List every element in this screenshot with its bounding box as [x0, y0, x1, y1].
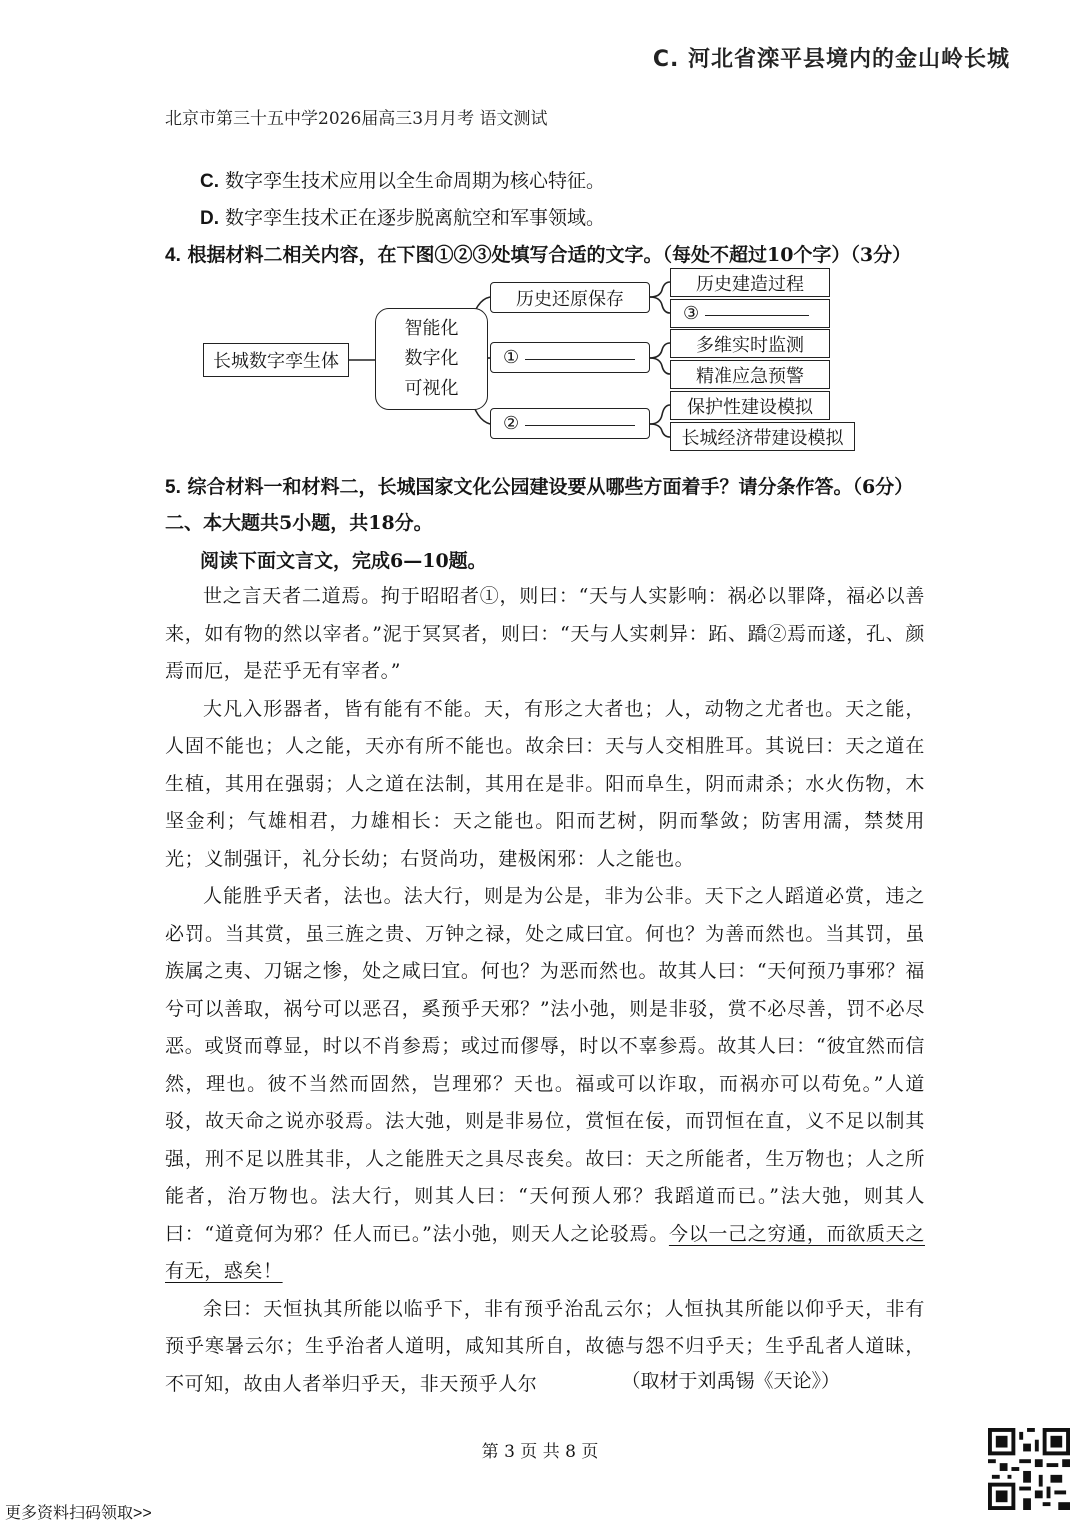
connector-leaf6 — [650, 424, 670, 437]
branch-node-1: 历史还原保存 — [490, 282, 650, 313]
branch-node-3 — [490, 408, 650, 439]
connector-leaf1 — [650, 282, 670, 297]
mind-map-diagram — [0, 0, 1080, 470]
question-number: 5. — [165, 477, 181, 498]
root-node: 长城数字孪生体 — [203, 343, 349, 377]
answer-blank — [705, 311, 809, 316]
answer-blank — [525, 355, 635, 360]
cutoff-heading: C. 河北省滦平县境内的金山岭长城 — [652, 47, 1010, 72]
diagram-connectors — [0, 0, 1080, 470]
branch-node-2 — [490, 342, 650, 373]
center-label-2: 数字化 — [404, 348, 459, 369]
question-text: 综合材料一和材料二，长城国家文化公园建设要从哪些方面着手？请分条作答。（6分） — [187, 476, 914, 498]
passage-paragraph-4: 余曰：天恒执其所能以临乎下，非有预乎治乱云尔；人恒执其所能以仰乎天，非有预乎寒暑云尔；生乎治者人道明，咸知其所自，故德与怨不归乎天；生乎乱者人道昧，不可知，故由人者举归乎天，非天预乎人尔 — [165, 1297, 925, 1395]
center-label-3: 可视化 — [404, 378, 459, 399]
page-footer: 第 3 页 共 8 页 — [481, 1442, 599, 1462]
connector-leaf4 — [650, 358, 670, 374]
more-resources-link[interactable]: 更多资料扫码领取>> — [5, 1505, 152, 1522]
answer-blank — [525, 421, 635, 426]
leaf-node-3: 多维实时监测 — [670, 329, 830, 358]
question-5 — [165, 472, 913, 499]
connector-leaf2 — [650, 297, 670, 313]
passage-paragraph-3 — [165, 878, 925, 1291]
page-header: 北京市第三十五中学2026届高三3月月考 语文测试 — [165, 109, 548, 129]
connector-leaf3 — [650, 343, 670, 358]
connector-leaf5 — [650, 405, 670, 424]
option-letter: C. — [200, 171, 219, 192]
option-text: 数字孪生技术应用以全生命周期为核心特征。 — [225, 170, 606, 192]
source-citation: （取材于刘禹锡《天论》） — [621, 1370, 840, 1392]
leaf-node-2 — [670, 299, 830, 328]
passage-paragraph-1: 世之言天者二道焉。拘于昭昭者①，则曰：“天与人实影响：祸必以罪降，福必以善来，如有物的然以宰者。”泥于冥冥者，则曰：“天与人实刺异：跖、蹻②焉而遂，孔、颜焉而厄，是茫乎无有宰者。” — [165, 585, 925, 682]
question-text: 根据材料二相关内容，在下图①②③处填写合适的文字。（每处不超过10个字）（3分） — [187, 244, 912, 266]
section-title: 二、本大题共5小题，共18分。 — [165, 512, 433, 534]
leaf-node-5: 保护性建设模拟 — [670, 391, 830, 420]
paragraph-3-text: 人能胜乎天者，法也。法大行，则是为公是，非为公非。天下之人蹈道必赏，违之必罚。当其赏，虽三旌之贵、万钟之禄，处之咸曰宜。何也？为善而然也。当其罚，虽族属之夷、刀锯之惨，处之咸曰宜。何也？为恶而然也。故其人曰：“天何预乃事邪？福兮可以善取，祸兮可以恶召，奚预乎天邪？”法小弛，则是非驳，赏不必尽善，罚不必尽恶。或贤而尊显，时以不肖参焉；或过而僇辱，时以不辜参焉。故其人曰：“彼宜然而信然，理也。彼不当然而固然，岂理邪？天也。福或可以诈取，而祸亦可以苟免。”人道驳，故天命之说亦驳焉。法大弛，则是非易位，赏恒在佞，而罚恒在直，义不足以制其强，刑不足以胜其非，人之能胜天之具尽丧矣。故曰：天之所能者，生万物也；人之所能者，治万物也。法大行，则其人曰：“天何预人邪？我蹈道而已。”法大弛，则其人曰：“道竟何为邪？任人而已。”法小弛，则天人之论驳焉。 — [165, 885, 925, 1245]
blank-label: ② — [503, 413, 520, 434]
option-letter: D. — [200, 208, 219, 229]
center-label-1: 智能化 — [404, 318, 459, 339]
blank-label: ③ — [683, 303, 700, 324]
center-node — [375, 308, 488, 410]
underlined-sentence: 今以一己之穷通，而欲质天之有无，惑矣！ — [165, 1222, 925, 1282]
leaf-node-4: 精准应急预警 — [670, 360, 830, 389]
option-text: 数字孪生技术正在逐步脱离航空和军事领域。 — [225, 207, 606, 229]
leaf-node-1: 历史建造过程 — [670, 268, 830, 297]
blank-label: ① — [503, 347, 520, 368]
classical-passage — [165, 578, 925, 1403]
reading-instruction: 阅读下面文言文，完成6—10题。 — [200, 550, 487, 572]
passage-paragraph-2: 大凡入形器者，皆有能有不能。天，有形之大者也；人，动物之尤者也。天之能，人固不能也；人之能，天亦有所不能也。故余曰：天与人交相胜耳。其说曰：天之道在生植，其用在强弱；人之道在法制，其用在是非。阳而阜生，阴而肃杀；水火伤物，木坚金利；气雄相君，力雄相长：天之能也。阳而艺树，阴而揫敛；防害用濡，禁焚用光；义制强讦，礼分长幼；右贤尚功，建极闲邪：人之能也。 — [165, 697, 925, 870]
leaf-node-6: 长城经济带建设模拟 — [670, 422, 855, 451]
qr-code-icon[interactable] — [988, 1428, 1070, 1510]
question-number: 4. — [165, 245, 181, 266]
